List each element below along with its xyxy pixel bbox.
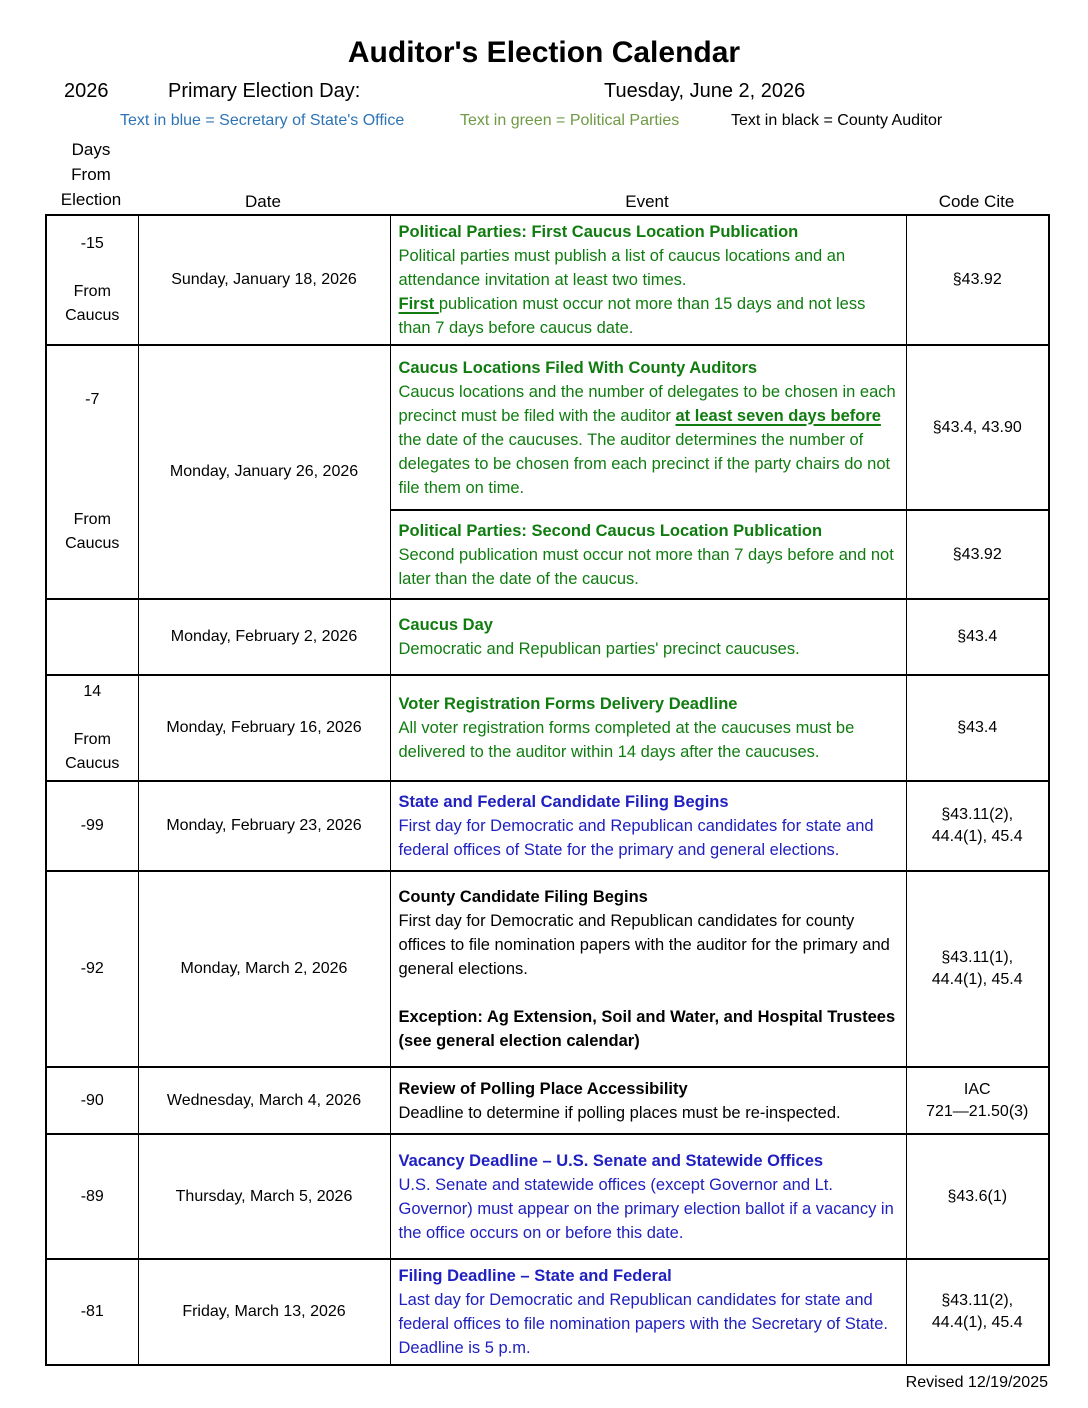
cite-line: 721—21.50(3) [926,1102,1029,1120]
days-line: -90 [80,1091,104,1109]
days-line [55,412,130,436]
event-paragraph: Last day for Democratic and Republican candidates for state and federal offices to file nomination papers with the Secretary of State. Deadline is 5 p.m. [398,1291,888,1357]
days-line [55,460,130,484]
event-title: Caucus Locations Filed With County Auditors [398,358,758,377]
event-title: Review of Polling Place Accessibility [398,1079,688,1098]
event-paragraph: All voter registration forms completed at the caucuses must be delivered to the auditor within 14 days after the caucuses. [398,719,855,761]
revised-date: Revised 12/19/2025 [905,1374,1048,1391]
column-header-code-cite: Code Cite [938,192,1015,211]
days-cell [46,215,138,345]
cite-cell [906,1259,1049,1365]
cite-line: §43.92 [952,271,1002,288]
cite-line: IAC [963,1080,991,1098]
event-paragraph: First day for Democratic and Republican candidates for county offices to file nomination papers with the auditor for the primary and general elections. [398,912,890,978]
cite-cell [906,675,1049,781]
event-paragraph: Exception: Ag Extension, Soil and Water, and Hospital Trustees (see general election calendar) [398,1008,896,1050]
days-line: -15 [80,235,104,252]
election-year: 2026 [64,80,109,102]
days-cell [46,1259,138,1365]
event-cell [390,1067,906,1134]
event-title: Vacancy Deadline – U.S. Senate and Statewide Offices [398,1151,824,1170]
days-cell [46,599,138,675]
event-title: Filing Deadline – State and Federal [398,1267,672,1285]
days-line: Caucus [65,535,120,552]
cite-cell [906,510,1049,599]
event-cell [390,215,906,345]
table-row [46,675,1049,781]
date-cell: Monday, January 26, 2026 [138,345,390,599]
cite-line: §43.92 [952,545,1002,563]
days-cell [46,675,138,781]
event-cell [390,1134,906,1259]
event-cell [390,345,906,510]
date-cell: Sunday, January 18, 2026 [138,215,390,345]
days-line: From [73,731,111,748]
days-cell [46,871,138,1067]
days-line: Caucus [65,755,120,772]
page-title: Auditor's Election Calendar [347,36,741,69]
cite-cell [906,1067,1049,1134]
days-line: -92 [80,960,104,977]
days-line: -89 [80,1187,104,1205]
date-cell: Thursday, March 5, 2026 [138,1134,390,1259]
event-cell [390,510,906,599]
table-row [46,1067,1049,1134]
cite-cell [906,871,1049,1067]
primary-election-date: Tuesday, June 2, 2026 [604,80,806,102]
cite-line: §43.11(2), [941,806,1014,823]
cite-line: §43.6(1) [947,1187,1008,1205]
days-line: -81 [80,1303,104,1320]
event-paragraph: First day for Democratic and Republican candidates for state and federal offices of State for the primary and general elections. [398,817,874,859]
event-cell [390,599,906,675]
event-title: County Candidate Filing Begins [398,888,648,906]
days-line [55,704,130,728]
table-row [46,781,1049,871]
column-header-date: Date [245,192,281,211]
days-cell [46,1067,138,1134]
days-cell [46,345,138,599]
color-legend [0,110,1088,136]
cite-line: §43.4 [957,719,998,736]
column-headers [45,136,1048,214]
table-row [46,345,1049,510]
days-line: 14 [83,683,102,700]
event-cell [390,675,906,781]
date-cell: Monday, March 2, 2026 [138,871,390,1067]
event-title: Political Parties: Second Caucus Location Publication [398,521,823,540]
cite-cell [906,1134,1049,1259]
cite-line: 44.4(1), 45.4 [931,971,1023,988]
subtitle-row [0,80,1088,110]
event-cell [390,871,906,1067]
event-paragraph: Democratic and Republican parties' precinct caucuses. [398,640,800,658]
cite-cell [906,215,1049,345]
legend-black: Text in black = County Auditor [731,112,943,129]
date-cell: Monday, February 2, 2026 [138,599,390,675]
table-row [46,1134,1049,1259]
event-paragraph: U.S. Senate and statewide offices (except Governor and Lt. Governor) must appear on the primary election ballot if a vacancy in the office occurs on or before this date. [398,1175,894,1242]
event-paragraph: Deadline to determine if polling places must be re-inspected. [398,1103,841,1122]
legend-blue: Text in blue = Secretary of State's Office [120,112,405,129]
event-paragraph: Political parties must publish a list of caucus locations and an attendance invitation at least two times. [398,247,846,289]
days-line: -99 [80,817,104,834]
cite-line: 44.4(1), 45.4 [931,1314,1023,1331]
days-cell [46,1134,138,1259]
date-cell: Monday, February 16, 2026 [138,675,390,781]
column-header-days: Days From Election [60,140,122,209]
table-row [46,871,1049,1067]
event-title: State and Federal Candidate Filing Begins [398,793,729,811]
event-paragraph: First publication must occur not more than 15 days and not less than 7 days before caucus date. [398,295,866,337]
event-paragraph: Second publication must occur not more than 7 days before and not later than the date of the caucus. [398,545,894,588]
table-row [46,1259,1049,1365]
days-line [55,256,130,280]
primary-election-label: Primary Election Day: [168,80,361,102]
cite-line: 44.4(1), 45.4 [931,828,1023,845]
cite-line: §43.4 [957,628,998,645]
table-row [46,599,1049,675]
event-title: Voter Registration Forms Delivery Deadline [398,695,738,713]
event-paragraph: Caucus locations and the number of delegates to be chosen in each precinct must be filed with the auditor at least seven days before the date of the caucuses. The auditor determines the number of delegates to be chosen from each precinct if the party chairs do not file them on time. [398,382,896,497]
event-title: Political Parties: First Caucus Location Publication [398,223,799,241]
days-line: From [73,283,111,300]
days-cell [46,781,138,871]
cite-cell [906,599,1049,675]
legend-green: Text in green = Political Parties [460,112,680,129]
cite-cell [906,345,1049,510]
event-title: Caucus Day [398,616,493,634]
days-line [55,436,130,460]
cite-line: §43.11(1), [941,949,1014,966]
cite-line: §43.11(2), [941,1292,1014,1309]
days-line: Caucus [65,307,120,324]
event-paragraph [399,981,898,1005]
calendar-table [45,214,1050,1366]
event-cell [390,781,906,871]
cite-cell [906,781,1049,871]
date-cell: Friday, March 13, 2026 [138,1259,390,1365]
date-cell: Wednesday, March 4, 2026 [138,1067,390,1134]
table-row [46,215,1049,345]
column-header-event: Event [625,192,669,211]
date-cell: Monday, February 23, 2026 [138,781,390,871]
event-cell [390,1259,906,1365]
days-line [55,484,130,508]
cite-line: §43.4, 43.90 [932,418,1022,436]
days-line: From [73,511,111,528]
days-line: -7 [85,391,100,408]
